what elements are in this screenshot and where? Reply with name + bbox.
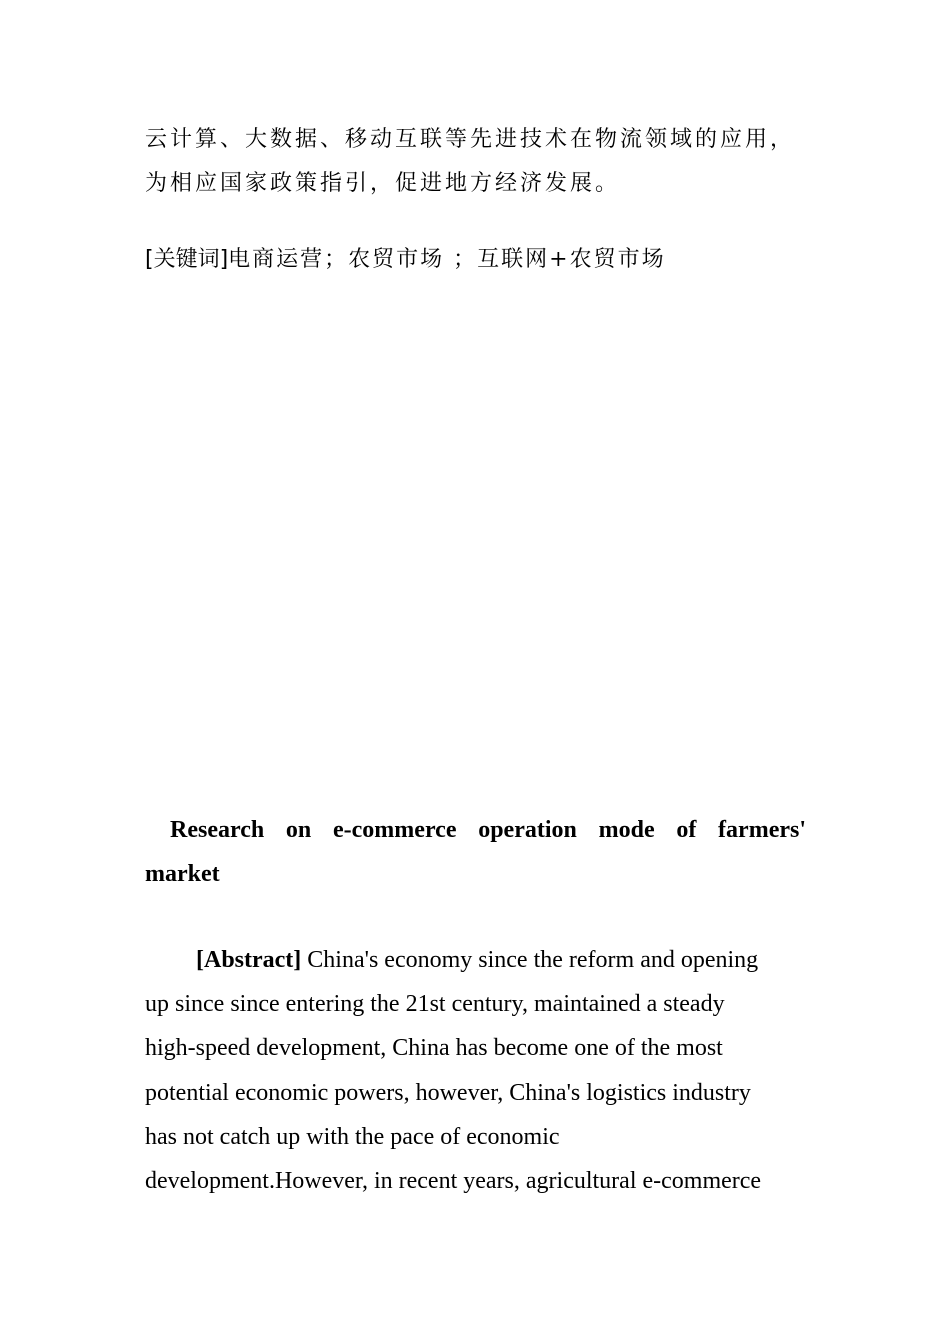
english-title: Research on e-commerce operation mode of farmers' market (145, 817, 806, 887)
abstract-line-1 (145, 938, 805, 982)
abstract-chinese-line-2: 为相应国家政策指引，促进地方经济发展。 (145, 171, 621, 196)
keywords-label: [关键词] (145, 247, 229, 272)
abstract-label: [Abstract] (196, 947, 302, 973)
abstract-line-2: up since since entering the 21st century, maintained a steady (145, 991, 725, 1018)
abstract-chinese-line-1: 云计算、大数据、移动互联等先进技术在物流领域的应用， (145, 127, 796, 152)
abstract-line-1-text: China's economy since the reform and opening (307, 947, 759, 973)
abstract-line-3: high-speed development, China has become one of the most (145, 1035, 723, 1062)
abstract-line-4: potential economic powers, however, China's logistics industry (145, 1079, 751, 1106)
keywords-text: 电商运营；农贸市场 ；互联网+农贸市场 (228, 247, 666, 272)
keywords-paragraph (145, 249, 666, 271)
abstract-line-6: development.However, in recent years, agricultural e-commerce (145, 1168, 762, 1195)
abstract-line-5: has not catch up with the pace of economic (145, 1123, 560, 1150)
english-abstract (145, 938, 805, 1203)
